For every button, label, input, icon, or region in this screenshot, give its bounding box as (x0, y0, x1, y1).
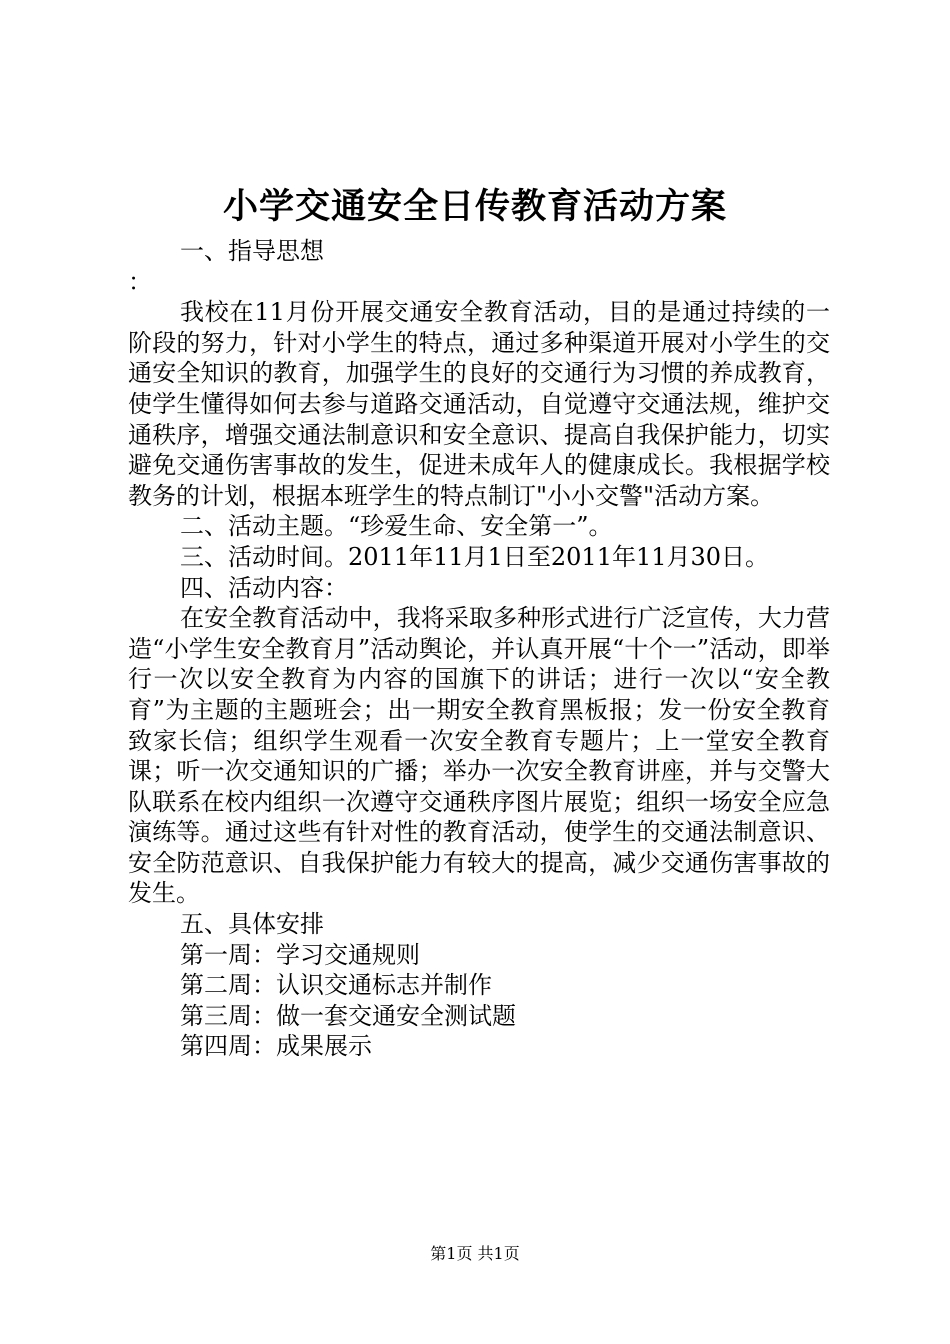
document-title: 小学交通安全日传教育活动方案 (222, 186, 727, 227)
week-item: 第四周：成果展示 (180, 1032, 372, 1061)
week-item: 第一周：学习交通规则 (180, 940, 420, 969)
section-heading-content: 四、活动内容： (180, 573, 348, 602)
week-item: 第三周：做一套交通安全测试题 (180, 1001, 516, 1030)
guiding-paragraph: 我校在11月份开展交通安全教育活动，目的是通过持续的一阶段的努力，针对小学生的特点，通过多种渠道开展对小学生的交通安全知识的教育，加强学生的良好的交通行为习惯的养成教育，使学生懂得如何去参与道路交通活动，自觉遵守交通法规，维护交通秩序，增强交通法制意识和安全意识、提高自我保护能力，切实避免交通伤害事故的发生，促进未成年人的健康成长。我根据学校教务的计划，根据本班学生的特点制订"小小交警"活动方案。 (128, 298, 830, 510)
section-theme: 二、活动主题。“珍爱生命、安全第一”。 (180, 512, 613, 541)
guiding-colon: ： (128, 267, 152, 296)
week-item: 第二周：认识交通标志并制作 (180, 971, 492, 1000)
document-body (128, 236, 830, 1062)
page-footer: 第1页 共1页 (430, 1244, 520, 1263)
section-heading-guiding: 一、指导思想 (180, 237, 324, 265)
content-paragraph: 在安全教育活动中，我将采取多种形式进行广泛宣传，大力营造“小学生安全教育月”活动舆论，并认真开展“十个一”活动，即举行一次以安全教育为内容的国旗下的讲话；进行一次以“安全教育”为主题的主题班会；出一期安全教育黑板报；发一份安全教育致家长信；组织学生观看一次安全教育专题片；上一堂安全教育课；听一次交通知识的广播；举办一次安全教育讲座，并与交警大队联系在校内组织一次遵守交通秩序图片展览；组织一场安全应急演练等。通过这些有针对性的教育活动，使学生的交通法制意识、安全防范意识、自我保护能力有较大的提高，减少交通伤害事故的发生。 (128, 604, 830, 908)
section-time: 三、活动时间。2011年11月1日至2011年11月30日。 (180, 542, 770, 571)
section-heading-arrangement: 五、具体安排 (180, 910, 324, 939)
